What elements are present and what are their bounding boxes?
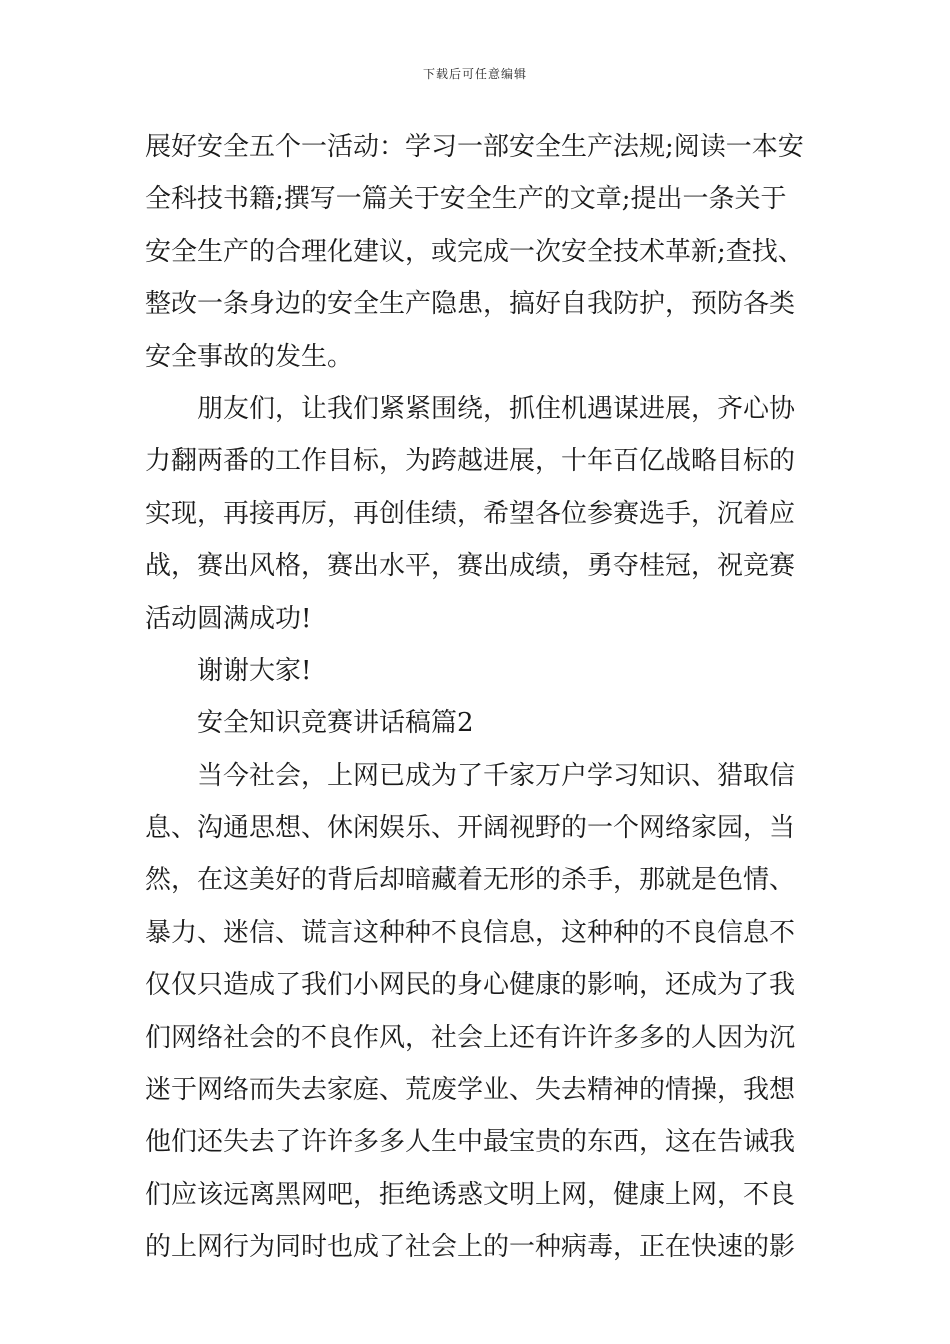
- body-line: 暴力、迷信、谎言这种种不良信息，这种种的不良信息不: [145, 917, 796, 948]
- body-line: 息、沟通思想、休闲娱乐、开阔视野的一个网络家园，当: [145, 813, 796, 844]
- body-line: 们网络社会的不良作风，社会上还有许许多多的人因为沉: [145, 1022, 796, 1053]
- body-line: 实现，再接再厉，再创佳绩，希望各位参赛选手，沉着应: [145, 498, 796, 529]
- document-body: [145, 127, 810, 1280]
- body-line: 力翻两番的工作目标，为跨越进展，十年百亿战略目标的: [145, 446, 796, 477]
- body-line: 们应该远离黑网吧，拒绝诱惑文明上网，健康上网，不良: [145, 1179, 796, 1210]
- paragraph-start-line: 当今社会，上网已成为了千家万户学习知识、猎取信: [197, 760, 796, 791]
- body-line: 然，在这美好的背后却暗藏着无形的杀手，那就是色情、: [145, 865, 796, 896]
- body-line: 整改一条身边的安全生产隐患，搞好自我防护，预防各类: [145, 289, 796, 320]
- page-header: 下载后可任意编辑: [422, 67, 527, 81]
- body-line: 战，赛出风格，赛出水平，赛出成绩，勇夺桂冠，祝竞赛: [145, 551, 796, 582]
- body-line: 他们还失去了许许多多人生中最宝贵的东西，这在告诫我: [145, 1127, 796, 1158]
- body-line: 活动圆满成功!: [145, 603, 312, 634]
- body-line: 展好安全五个一活动：学习一部安全生产法规;阅读一本安: [145, 132, 804, 162]
- body-line: 仅仅只造成了我们小网民的身心健康的影响，还成为了我: [145, 970, 796, 1001]
- body-line: 安全生产的合理化建议，或完成一次安全技术革新;查找、: [145, 236, 804, 267]
- paragraph-start-line: 朋友们，让我们紧紧围绕，抓住机遇谋进展，齐心协: [197, 393, 796, 424]
- body-line: 全科技书籍;撰写一篇关于安全生产的文章;提出一条关于: [145, 184, 787, 215]
- body-line: 安全事故的发生。: [145, 341, 354, 372]
- closing-thanks-line: 谢谢大家!: [197, 655, 312, 686]
- body-line: 迷于网络而失去家庭、荒废学业、失去精神的情操，我想: [145, 1075, 796, 1106]
- body-line: 的上网行为同时也成了社会上的一种病毒，正在快速的影: [145, 1232, 796, 1263]
- section-title: 安全知识竞赛讲话稿篇2: [197, 708, 474, 739]
